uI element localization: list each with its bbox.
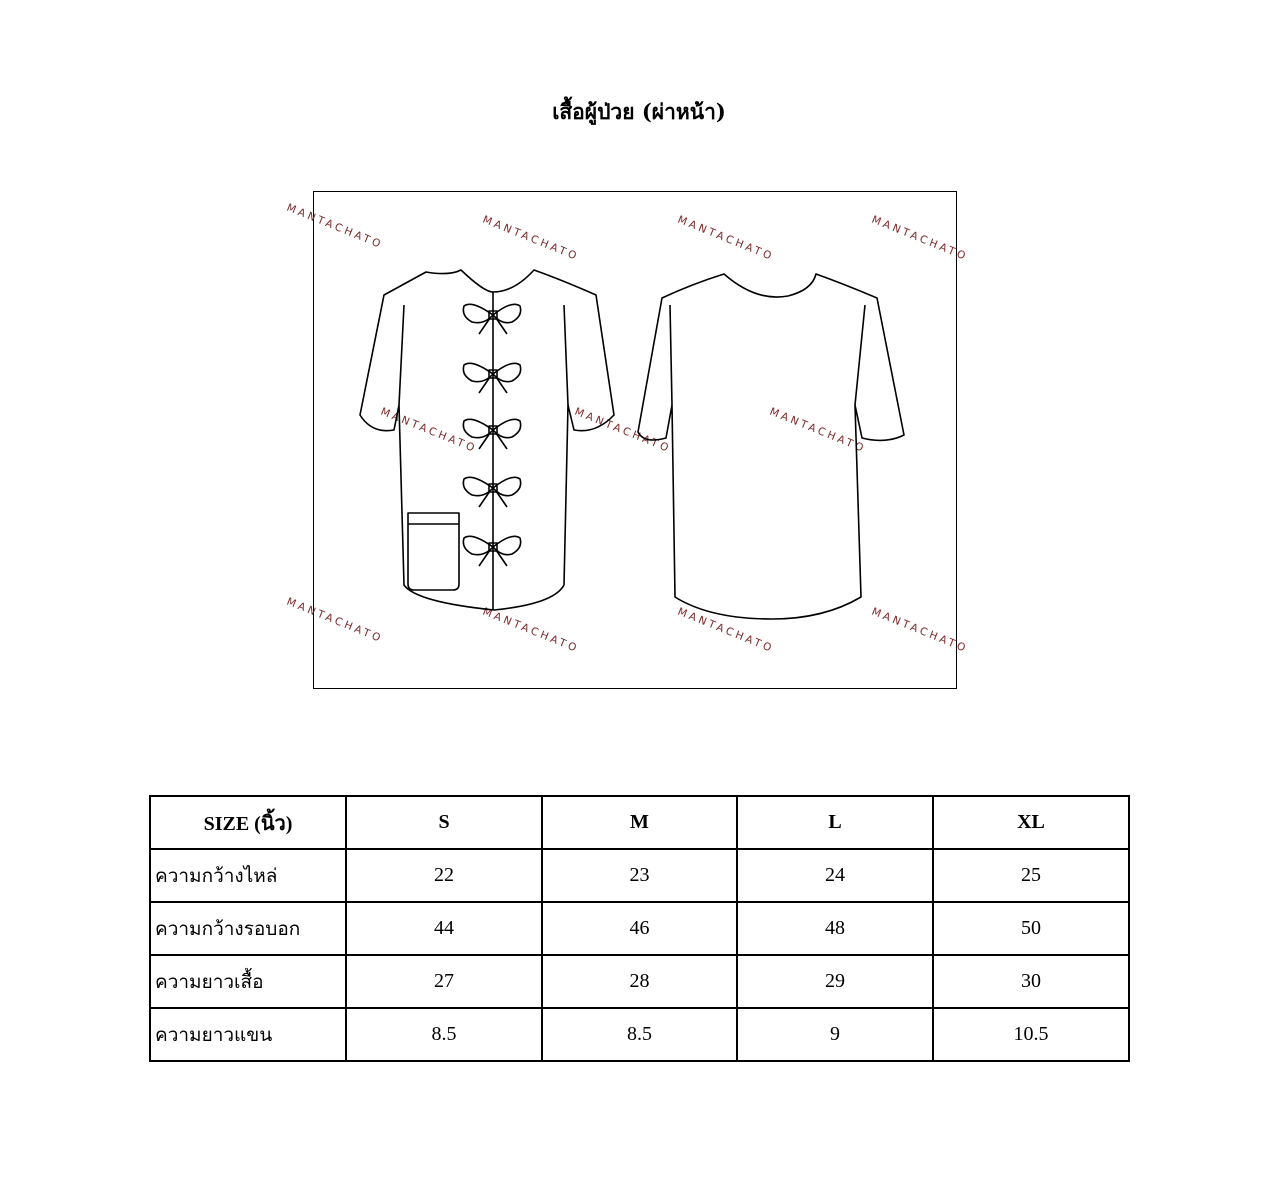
table-header-row (150, 796, 1129, 849)
shirt-front-drawing (360, 270, 614, 610)
watermark: MANTACHATO (480, 213, 581, 264)
watermark: MANTACHATO (675, 213, 776, 264)
watermark-group (285, 202, 970, 656)
table-cell: 24 (737, 849, 933, 902)
table-cell: 50 (933, 902, 1129, 955)
garment-illustration (284, 191, 970, 689)
bow-tie-4 (463, 477, 520, 507)
table-cell: 28 (542, 955, 737, 1008)
bow-tie-1 (463, 304, 520, 334)
table-row (150, 849, 1129, 902)
watermark: MANTACHATO (767, 405, 868, 456)
watermark: MANTACHATO (869, 605, 970, 656)
table-cell: 8.5 (346, 1008, 542, 1061)
table-cell: 9 (737, 1008, 933, 1061)
table-row (150, 955, 1129, 1008)
row-label-sleeve: ความยาวแขน (150, 1008, 346, 1061)
watermark: MANTACHATO (284, 595, 385, 646)
header-size-m: M (542, 796, 737, 849)
watermark: MANTACHATO (480, 605, 581, 656)
watermark: MANTACHATO (284, 201, 385, 252)
table-cell: 46 (542, 902, 737, 955)
watermark: MANTACHATO (869, 213, 970, 264)
table-cell: 22 (346, 849, 542, 902)
header-size-l: L (737, 796, 933, 849)
row-label-shoulder: ความกว้างไหล่ (150, 849, 346, 902)
table-cell: 27 (346, 955, 542, 1008)
header-size-unit: SIZE (นิ้ว) (150, 796, 346, 849)
header-size-s: S (346, 796, 542, 849)
header-size-xl: XL (933, 796, 1129, 849)
table-cell: 30 (933, 955, 1129, 1008)
bow-tie-5 (463, 536, 520, 566)
shirt-drawings (284, 192, 970, 690)
bow-tie-2 (463, 363, 520, 393)
table-cell: 44 (346, 902, 542, 955)
row-label-chest: ความกว้างรอบอก (150, 902, 346, 955)
watermark: MANTACHATO (572, 405, 673, 456)
table-cell: 23 (542, 849, 737, 902)
size-chart-table (149, 795, 1130, 1062)
watermark: MANTACHATO (378, 405, 479, 456)
table-cell: 10.5 (933, 1008, 1129, 1061)
watermark: MANTACHATO (675, 605, 776, 656)
table-cell: 29 (737, 955, 933, 1008)
table-cell: 8.5 (542, 1008, 737, 1061)
page-title: เสื้อผู้ป่วย (ผ่าหน้า) (552, 99, 726, 124)
table-row (150, 1008, 1129, 1061)
table-cell: 48 (737, 902, 933, 955)
table-row (150, 902, 1129, 955)
row-label-length: ความยาวเสื้อ (150, 955, 346, 1008)
table-cell: 25 (933, 849, 1129, 902)
